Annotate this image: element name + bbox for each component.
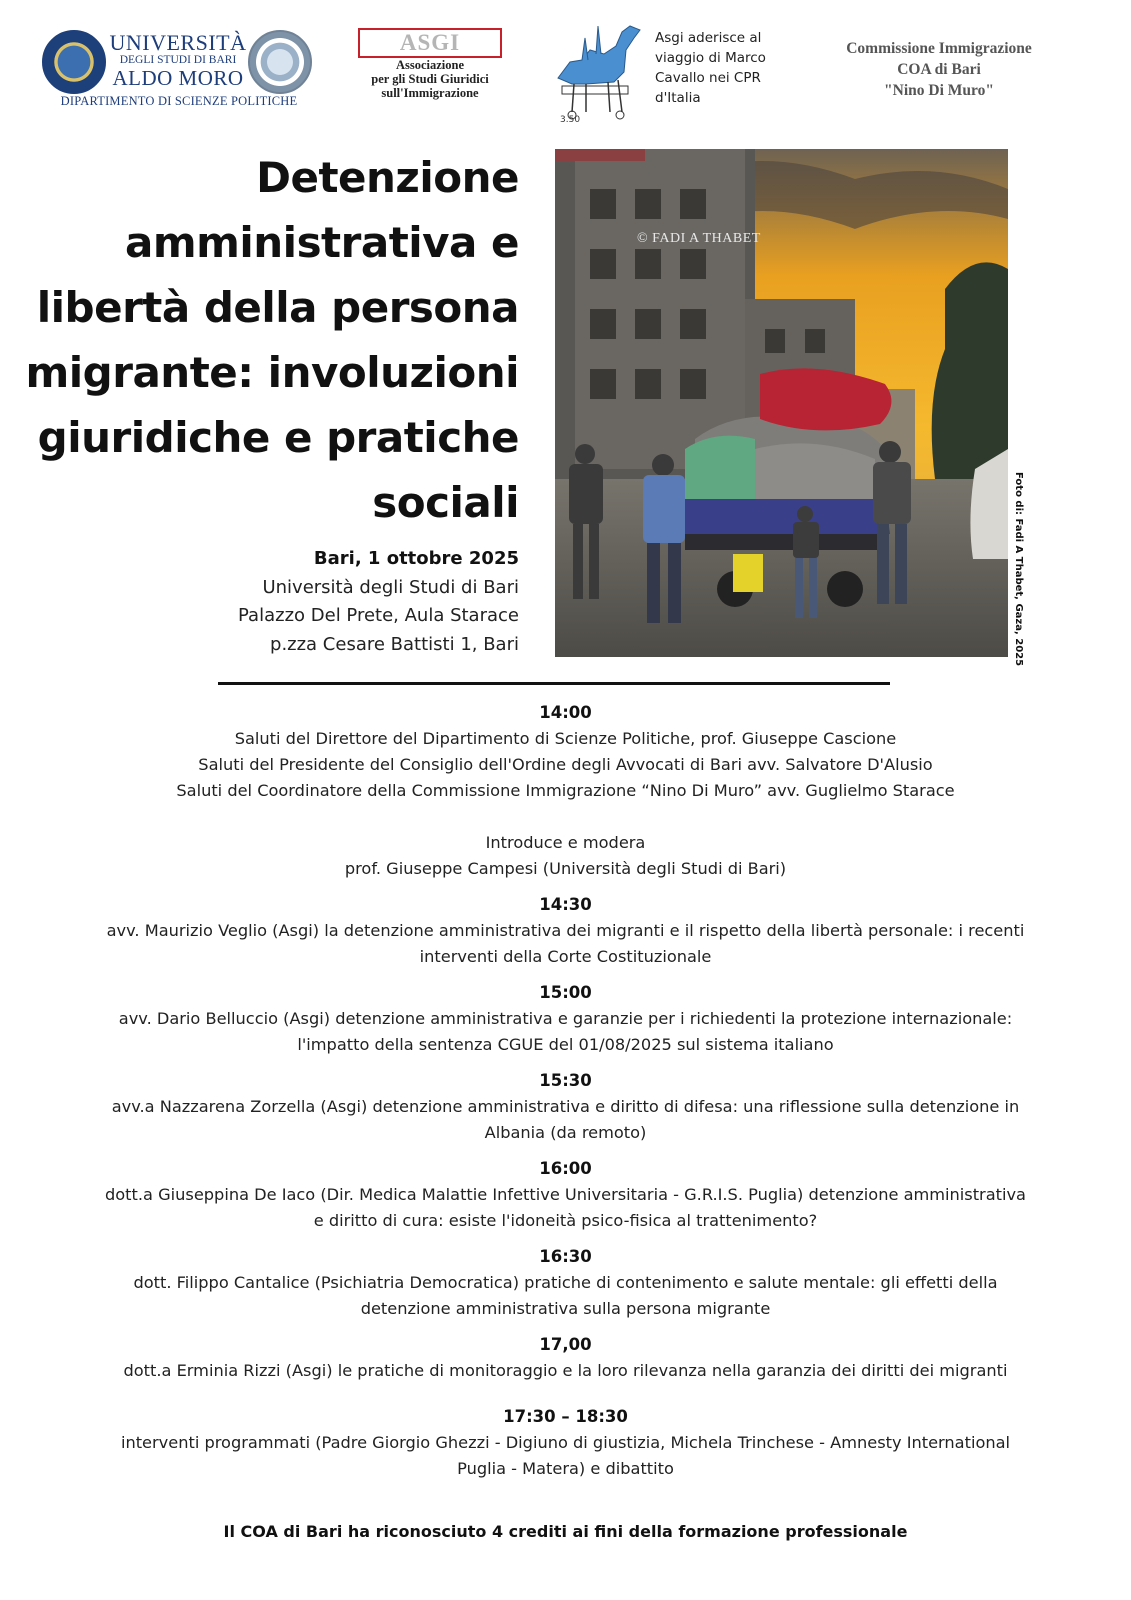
slot-time-opening: 14:00 <box>539 703 592 722</box>
uniba-line2: DEGLI STUDI DI BARI <box>119 54 237 66</box>
asgi-line2: per gli Studi Giuridici <box>371 72 489 86</box>
slot-time: 17,00 <box>539 1335 592 1354</box>
uniba-logo <box>42 30 312 112</box>
coa-line1: Commissione Immigrazione <box>846 40 1032 57</box>
asgi-logo <box>356 28 504 108</box>
closing-line: interventi programmati (Padre Giorgio Ghezzi - Digiuno di giustizia, Michela Trinchese - Amnesty International <box>120 1433 1011 1452</box>
slot-line: detenzione amministrativa sulla persona migrante <box>360 1299 771 1318</box>
coa-line3: "Nino Di Muro" <box>884 82 994 99</box>
event-photo <box>555 149 1008 657</box>
university-seal-icon <box>42 30 106 94</box>
program <box>40 700 1091 1482</box>
slot-line: dott.a Giuseppina De Iaco (Dir. Medica Malattie Infettive Universitaria - G.R.I.S. Puglia) detenzione amministrativa <box>105 1185 1026 1204</box>
photo-watermark: © FADI A THABET <box>637 231 761 246</box>
title-line3: libertà della persona <box>36 283 519 332</box>
marco-cavallo-drawing-icon <box>552 20 644 124</box>
camel-caption-line3: Cavallo nei CPR <box>655 70 761 86</box>
event-date: Bari, 1 ottobre 2025 <box>313 548 519 569</box>
slot-line: interventi della Corte Costituzionale <box>419 947 712 966</box>
slot-time-closing: 17:30 – 18:30 <box>503 1407 628 1426</box>
slot-line: Albania (da remoto) <box>484 1123 647 1142</box>
event-info <box>39 545 519 659</box>
credits-footer: Il COA di Bari ha riconosciuto 4 crediti ai fini della formazione professionale <box>223 1522 908 1541</box>
camel-caption-line1: Asgi aderisce al <box>655 30 762 46</box>
title-line1: Detenzione <box>256 153 519 202</box>
uniba-department: DIPARTIMENTO DI SCIENZE POLITICHE <box>60 94 298 108</box>
title-line2: amministrativa e <box>125 218 519 267</box>
divider <box>218 682 890 685</box>
venue-line3: p.zza Cesare Battisti 1, Bari <box>270 633 519 655</box>
asgi-line3: sull'Immigrazione <box>381 86 479 100</box>
slot-line: e diritto di cura: esiste l'idoneità psico-fisica al trattenimento? <box>313 1211 818 1230</box>
opening-line: Saluti del Presidente del Consiglio dell'Ordine degli Avvocati di Bari avv. Salvatore D'Alusio <box>198 755 933 774</box>
opening-line: Saluti del Direttore del Dipartimento di Scienze Politiche, prof. Giuseppe Cascione <box>234 729 897 748</box>
uniba-wordmark <box>108 32 248 89</box>
slot-time: 16:30 <box>539 1247 592 1266</box>
slot-time: 15:00 <box>539 983 592 1002</box>
camel-caption-line4: d'Italia <box>655 90 701 106</box>
venue-line2: Palazzo Del Prete, Aula Starace <box>238 605 519 626</box>
title-line5: giuridiche e pratiche <box>37 413 519 462</box>
camel-caption <box>655 28 805 108</box>
uniba-line3: ALDO MORO <box>112 65 244 90</box>
opening-line: Saluti del Coordinatore della Commissione Immigrazione “Nino Di Muro” avv. Guglielmo Starace <box>176 781 955 800</box>
slot-line: l'impatto della sentenza CGUE del 01/08/2025 sul sistema italiano <box>297 1035 834 1054</box>
slot-line: dott.a Erminia Rizzi (Asgi) le pratiche di monitoraggio e la loro rilevanza nella garanzia dei diritti dei migranti <box>123 1361 1008 1380</box>
slot-time: 14:30 <box>539 895 592 914</box>
moderator-label: Introduce e modera <box>485 833 646 852</box>
slot-line: dott. Filippo Cantalice (Psichiatria Democratica) pratiche di contenimento e salute mentale: gli effetti della <box>133 1273 998 1292</box>
department-globe-icon <box>248 30 312 94</box>
slot-line: avv.a Nazzarena Zorzella (Asgi) detenzione amministrativa e diritto di difesa: una riflessione sulla detenzione in <box>111 1097 1020 1116</box>
slot-time: 15:30 <box>539 1071 592 1090</box>
coa-logo <box>826 38 1052 101</box>
asgi-line1: Associazione <box>395 58 465 72</box>
title-line6: sociali <box>372 478 519 527</box>
uniba-line1: UNIVERSITÀ <box>109 30 247 55</box>
moderator-name: prof. Giuseppe Campesi (Università degli Studi di Bari) <box>344 859 787 878</box>
title-line4: migrante: involuzioni <box>25 348 519 397</box>
slot-time: 16:00 <box>539 1159 592 1178</box>
slot-line: avv. Maurizio Veglio (Asgi) la detenzione amministrativa dei migranti e il rispetto della libertà personale: i recenti <box>106 921 1025 940</box>
venue-line1: Università degli Studi di Bari <box>262 576 519 598</box>
closing-line: Puglia - Matera) e dibattito <box>457 1459 674 1478</box>
asgi-acronym: ASGI <box>358 28 502 58</box>
svg-text:3.50: 3.50 <box>560 115 581 124</box>
camel-caption-line2: viaggio di Marco <box>655 50 766 66</box>
coa-line2: COA di Bari <box>897 61 981 78</box>
photo-credit <box>1012 472 1026 667</box>
page-title <box>0 145 519 535</box>
slot-line: avv. Dario Belluccio (Asgi) detenzione amministrativa e garanzie per i richiedenti la protezione internazionale: <box>118 1009 1013 1028</box>
photo-credit-text: Foto di: Fadi A Thabet, Gaza, 2025 <box>1013 472 1024 667</box>
